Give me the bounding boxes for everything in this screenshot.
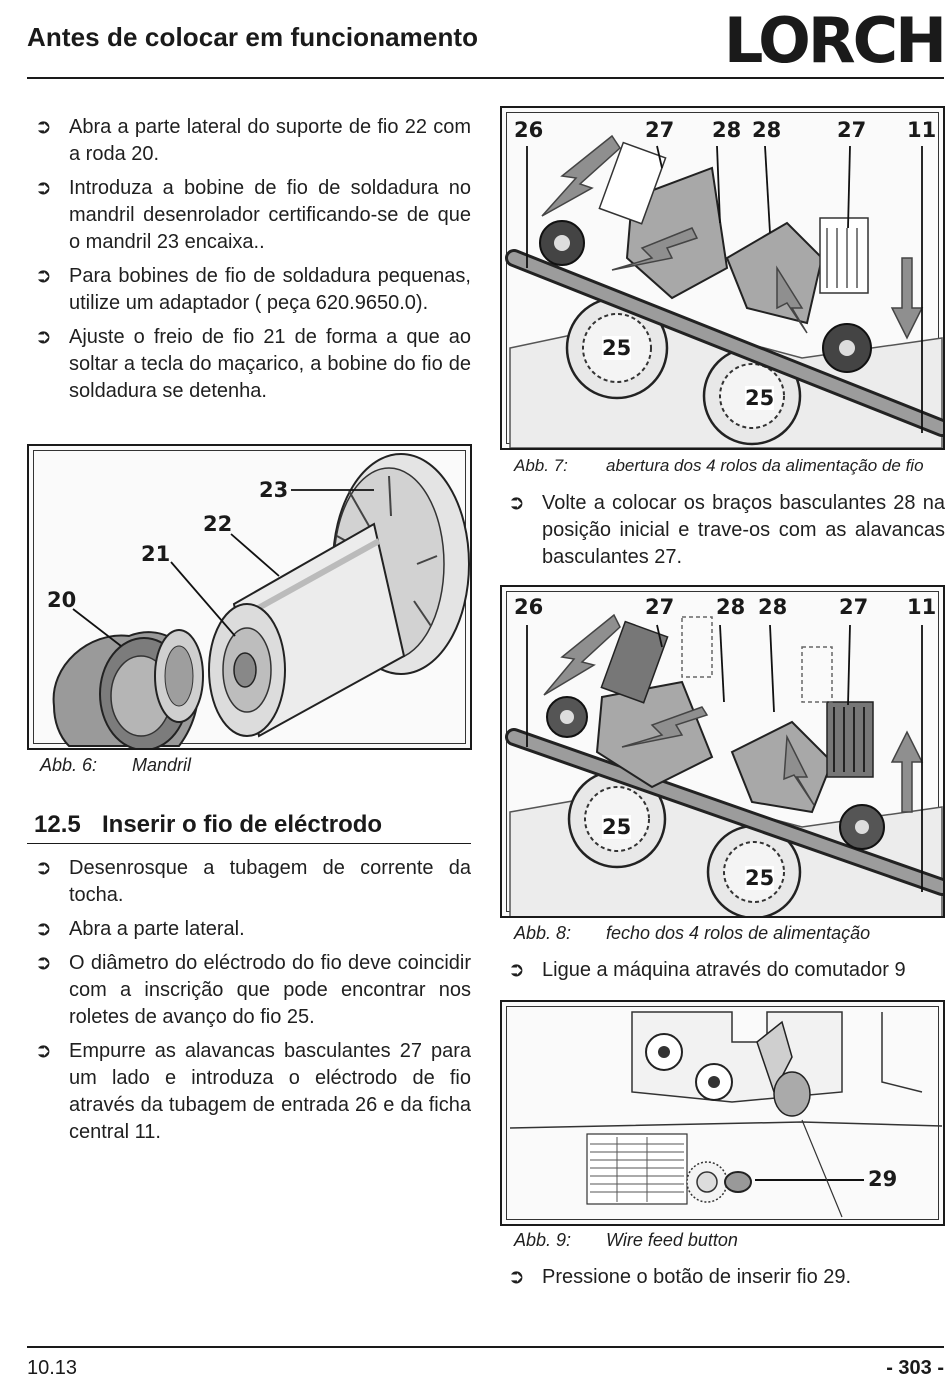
right-bullet-list-3 bbox=[508, 1264, 945, 1298]
list-item: ➲ Empurre as alavancas basculantes 27 para um lado e introduza o eléctrodo de fio através da tubagem de entrada 26 e da ficha central 11. bbox=[35, 1040, 471, 1143]
right-bullet-list-1 bbox=[508, 490, 945, 578]
callout-11: 11 bbox=[907, 118, 937, 142]
figure-wire-feed-button bbox=[500, 1000, 945, 1226]
callout-28: 28 bbox=[716, 595, 746, 619]
callout-25: 25 bbox=[602, 336, 632, 360]
arrow-bullet-icon: ➲ bbox=[35, 116, 52, 138]
callout-28: 28 bbox=[712, 118, 742, 142]
list-item: ➲ Introduza a bobine de fio de soldadura no mandril desenrolador certificando-se de que o mandril 23 encaixa.. bbox=[35, 177, 471, 253]
arrow-bullet-icon: ➲ bbox=[35, 1040, 52, 1062]
wire-feed-panel-illustration bbox=[502, 1002, 945, 1226]
list-item: ➲ Desenrosque a tubagem de corrente da tocha. bbox=[35, 857, 471, 906]
rollers-open-illustration bbox=[502, 108, 945, 450]
arrow-bullet-icon: ➲ bbox=[35, 952, 52, 974]
arrow-bullet-icon: ➲ bbox=[35, 265, 52, 287]
callout-27: 27 bbox=[839, 595, 869, 619]
callout-27: 27 bbox=[645, 118, 675, 142]
callout-26: 26 bbox=[514, 595, 544, 619]
figure-rollers-closed bbox=[500, 585, 945, 918]
section-title: Inserir o fio de eléctrodo bbox=[102, 811, 383, 838]
arrow-bullet-icon: ➲ bbox=[35, 918, 52, 940]
right-bullet-list-2 bbox=[508, 957, 945, 991]
list-item: ➲ Pressione o botão de inserir fio 29. bbox=[508, 1264, 945, 1291]
arrow-bullet-icon: ➲ bbox=[508, 1266, 525, 1288]
list-item: ➲ Abra a parte lateral do suporte de fio 22 com a roda 20. bbox=[35, 116, 471, 165]
footer-rule bbox=[27, 1346, 944, 1348]
callout-27: 27 bbox=[645, 595, 675, 619]
callout-20: 20 bbox=[47, 588, 77, 612]
mandril-illustration bbox=[29, 446, 472, 750]
list-item: ➲ O diâmetro do eléctrodo do fio deve coincidir com a inscrição que pode encontrar nos roletes de avanço do fio 25. bbox=[35, 952, 471, 1028]
intro-bullet-list bbox=[35, 114, 471, 412]
arrow-bullet-icon: ➲ bbox=[35, 177, 52, 199]
callout-23: 23 bbox=[259, 478, 289, 502]
caption-number: Abb. 7: bbox=[514, 456, 568, 475]
callout-28: 28 bbox=[758, 595, 788, 619]
caption-number: Abb. 9: bbox=[514, 1230, 572, 1250]
callout-11: 11 bbox=[907, 595, 937, 619]
list-item: ➲ Abra a parte lateral. bbox=[35, 916, 471, 943]
list-item: ➲ Ajuste o freio de fio 21 de forma a que ao soltar a tecla do maçarico, a bobine do fio de soldadura se detenha. bbox=[35, 326, 471, 402]
arrow-bullet-icon: ➲ bbox=[35, 326, 52, 348]
callout-29: 29 bbox=[868, 1167, 898, 1191]
arrow-bullet-icon: ➲ bbox=[35, 857, 52, 879]
section-heading bbox=[34, 811, 382, 839]
list-item: ➲ Para bobines de fio de soldadura pequenas, utilize um adaptador ( peça 620.9650.0). bbox=[35, 265, 471, 314]
caption-text: abertura dos 4 rolos da alimentação de fio bbox=[606, 456, 924, 475]
callout-22: 22 bbox=[203, 512, 233, 536]
header-rule bbox=[27, 77, 944, 79]
list-item: ➲ Volte a colocar os braços basculantes 28 na posição inicial e trave-os com as alavancas basculantes 27. bbox=[508, 492, 945, 568]
caption-text: Mandril bbox=[132, 755, 192, 775]
callout-28: 28 bbox=[752, 118, 782, 142]
callout-21: 21 bbox=[141, 542, 171, 566]
caption-number: Abb. 6: bbox=[40, 755, 98, 775]
list-item: ➲ Ligue a máquina através do comutador 9 bbox=[508, 957, 945, 984]
rollers-closed-illustration bbox=[502, 587, 945, 918]
callout-25: 25 bbox=[602, 815, 632, 839]
section-bullet-list bbox=[35, 855, 471, 1153]
figure-8-caption bbox=[514, 923, 870, 944]
callout-27: 27 bbox=[837, 118, 867, 142]
section-number: 12.5 bbox=[34, 811, 81, 838]
callout-26: 26 bbox=[514, 118, 544, 142]
caption-text: Wire feed button bbox=[606, 1230, 738, 1250]
section-rule bbox=[27, 843, 471, 844]
figure-9-caption bbox=[514, 1230, 738, 1251]
arrow-bullet-icon: ➲ bbox=[508, 959, 525, 981]
page-header-title: Antes de colocar em funcionamento bbox=[27, 22, 479, 52]
figure-7-caption bbox=[514, 456, 924, 476]
caption-number: Abb. 8: bbox=[514, 923, 572, 943]
callout-25: 25 bbox=[745, 866, 775, 890]
figure-rollers-open bbox=[500, 106, 945, 450]
footer-page-number: - 303 - bbox=[886, 1357, 944, 1379]
caption-text: fecho dos 4 rolos de alimentação bbox=[606, 923, 871, 943]
figure-mandril bbox=[27, 444, 472, 750]
footer-date: 10.13 bbox=[27, 1357, 78, 1379]
figure-6-caption bbox=[40, 755, 191, 776]
callout-25: 25 bbox=[745, 386, 775, 410]
lorch-logo: LORCH bbox=[723, 4, 944, 77]
arrow-bullet-icon: ➲ bbox=[508, 492, 525, 514]
